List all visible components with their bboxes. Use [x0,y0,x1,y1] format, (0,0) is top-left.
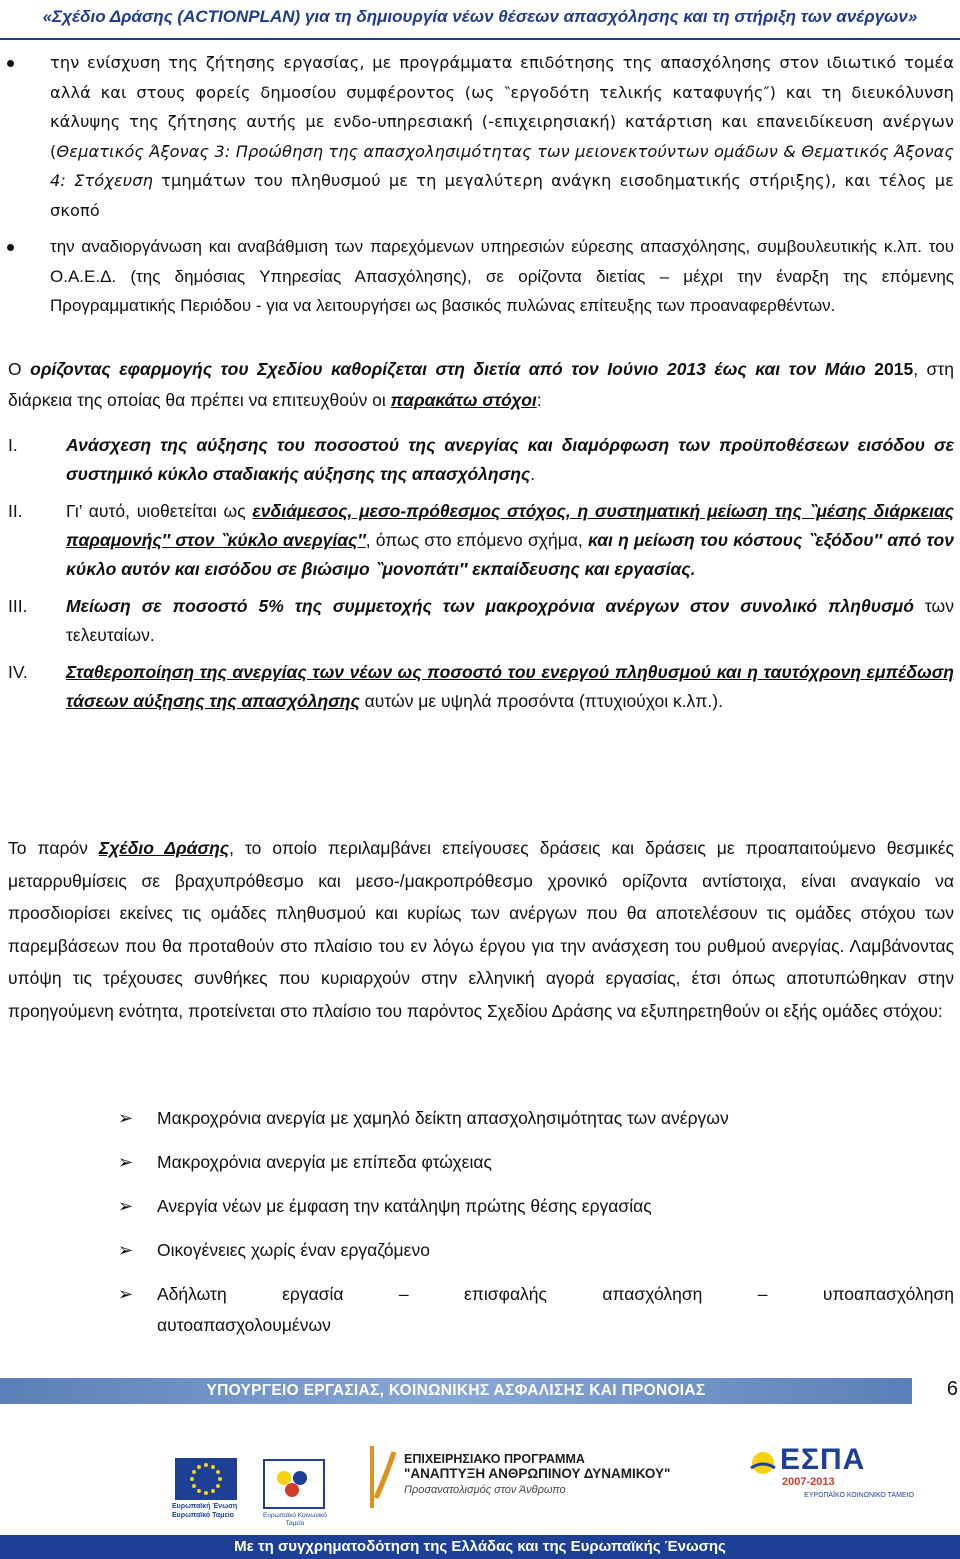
bullet-dot-icon [7,244,14,251]
esf-caption: Ευρωπαϊκό Κοινωνικό Ταμείο [263,1512,327,1527]
page-number: 6 [946,1378,958,1400]
co-funding-banner: Με τη συγχρηματοδότηση της Ελλάδας και της Ευρωπαϊκής Ένωσης [0,1535,960,1559]
document-header: «Σχέδιο Δράσης (ACTIONPLAN) για τη δημιουργία νέων θέσεων απασχόλησης και τη στήριξη των ανέργων» [42,7,918,26]
ministry-banner: ΥΠΟΥΡΓΕΙΟ ΕΡΓΑΣΙΑΣ, ΚΟΙΝΩΝΙΚΗΣ ΑΣΦΑΛΙΣΗΣ ΚΑΙ ΠΡΟΝΟΙΑΣ [0,1378,912,1404]
goal-number: II. [8,501,23,521]
target-group-item: ➢ Οικογένειες χωρίς έναν εργαζόμενο [0,1235,960,1266]
target-groups-list [0,1103,960,1341]
bullet-list [0,48,960,321]
bullet-item [0,232,960,321]
target-group-item: ➢ Μακροχρόνια ανεργία με χαμηλό δείκτη απασχολησιμότητας των ανέργων [0,1103,960,1134]
goal-number: III. [8,596,28,616]
espa-caption: ΕΥΡΩΠΑΪΚΟ ΚΟΙΝΩΝΙΚΟ ΤΑΜΕΙΟ [804,1492,914,1499]
goal-item: III. Μείωση σε ποσοστό 5% της συμμετοχής των μακροχρόνια ανέργων στον συνολικό πληθυσμό των τελευταίων. [0,592,960,650]
op-title: ΕΠΙΧΕΙΡΗΣΙΑΚΟ ΠΡΟΓΡΑΜΜΑ [404,1452,585,1466]
goal-number: IV. [8,662,28,682]
espa-years: 2007-2013 [782,1476,835,1488]
goals-list [0,431,960,716]
operational-programme-logo [370,1446,730,1508]
arrow-bullet-icon: ➢ [118,1108,134,1128]
header-divider [0,38,960,40]
espa-title: ΕΣΠΑ [780,1443,866,1476]
bullet-item [0,48,960,225]
bullet-dot-icon [7,60,14,67]
bullet-text: την αναδιοργάνωση και αναβάθμιση των παρεχόμενων υπηρεσιών εύρεσης απασχόλησης, συμβουλευτικής κ.λπ. του Ο.Α.Ε.Δ. (της δημόσιας Υπηρεσίας Απασχόλησης), σε ορίζοντα διετίας – μέχρι την έναρξη της επόμενης Προγραμματικής Περιόδου - για να λειτουργήσει ως βασικός πυλώνας επίτευξης των προαναφερθέντων. [50,237,954,315]
swoosh-icon [372,1448,398,1504]
action-plan-paragraph: Το παρόν Σχέδιο Δράσης, το οποίο περιλαμβάνει επείγουσες δράσεις και δράσεις με προαπαιτούμενο θεσμικές μεταρρυθμίσεις σε βραχυπρόθεσμο και μεσο-/μακροπρόθεσμο χρονικό ορίζοντα αντίστοιχα, είναι αναγκαίο να προσδιορίσει εκείνες τις ομάδες πληθυσμού και κυρίως των ανέργων που θα αποτελέσουν τις ομάδες στόχου των παρεμβάσεων που θα προταθούν στο πλαίσιο του εν λόγω έργου για την ανάσχεση του ρυθμού ανεργίας. Λαμβάνοντας υπόψη τις τρέχουσες συνθήκες που κυριαρχούν στην ελληνική αγορά εργασίας, έτσι όπως αποτυπώθηκαν στην προηγούμενη ενότητα, προτείνεται στο πλαίσιο του παρόντος Σχεδίου Δράσης να εξυπηρετηθούν οι εξής ομάδες στόχου: [8,838,954,1021]
arrow-bullet-icon: ➢ [118,1284,134,1304]
target-group-item: ➢ Ανεργία νέων με έμφαση την κατάληψη πρώτης θέσης εργασίας [0,1191,960,1222]
eu-flag-icon [175,1458,237,1500]
horizon-paragraph: Ο ορίζοντας εφαρμογής του Σχεδίου καθορίζεται στη διετία από τον Ιούνιο 2013 έως και τον Μάιο 2015, στη διάρκεια της οποίας θα πρέπει να επιτευχθούν οι παρακάτω στόχοι: [8,359,954,410]
esf-logo-icon [260,1456,328,1512]
arrow-bullet-icon: ➢ [118,1240,134,1260]
espa-sun-icon [748,1448,778,1478]
op-slogan: Προσανατολισμός στον Άνθρωπο [404,1484,566,1496]
goal-item: II. Γι’ αυτό, υιοθετείται ως ενδιάμεσος, μεσο-πρόθεσμος στόχος, η συστηματική μείωση της ‶μέσης διάρκειας παραμονής″ στον ‶κύκλο ανεργίας″, όπως στο επόμενο σχήμα, και η μείωση του κόστους ‶εξόδου″ από τον κύκλο αυτόν και εισόδου σε βιώσιμο ‶μονοπάτι″ εκπαίδευσης και εργασίας. [0,497,960,584]
goal-number: I. [8,435,18,455]
arrow-bullet-icon: ➢ [118,1196,134,1216]
goal-item: IV. Σταθεροποίηση της ανεργίας των νέων ως ποσοστό του ενεργού πληθυσμού και η ταυτόχρονη εμπέδωση τάσεων αύξησης της απασχόλησης αυτών με υψηλά προσόντα (πτυχιούχοι κ.λπ.). [0,658,960,716]
goal-item: I. Ανάσχεση της αύξησης του ποσοστού της ανεργίας και διαμόρφωση των προϋποθέσεων εισόδου σε συστημικό κύκλο σταδιακής αύξησης της απασχόλησης. [0,431,960,489]
espa-logo [748,1443,914,1512]
eu-caption: Ευρωπαϊκή Ένωση Ευρωπαϊκό Ταμείο [172,1503,238,1519]
funding-logos [0,1408,960,1532]
target-group-item: ➢ Αδήλωτη εργασία – επισφαλής απασχόληση – υποαπασχόληση αυτοαπασχολουμένων [0,1279,960,1341]
bullet-text: την ενίσχυση της ζήτησης εργασίας, με προγράμματα επιδότησης της απασχόλησης στον ιδιωτικό τομέα αλλά και στους φορείς δημοσίου συμφέροντος (ως ‶εργοδότη τελικής καταφυγής″) και τη διευκόλυνση κάλυψης της ζήτησης αυτής με ενδο-υπηρεσιακή (-επιχειρησιακή) κατάρτιση και επανειδίκευση ανέργων (Θεματικός Άξονας 3: Προώθηση της απασχολησιμότητας των μειονεκτούντων ομάδων & Θεματικός Άξονας 4: Στόχευση τμημάτων του πληθυσμού με τη μεγαλύτερη ανάγκη εισοδηματικής στήριξης), και τέλος με σκοπό [50,53,954,220]
target-group-item: ➢ Μακροχρόνια ανεργία με επίπεδα φτώχειας [0,1147,960,1178]
arrow-bullet-icon: ➢ [118,1152,134,1172]
op-name: "ΑΝΑΠΤΥΞΗ ΑΝΘΡΩΠΙΝΟΥ ΔΥΝΑΜΙΚΟΥ" [404,1466,671,1481]
